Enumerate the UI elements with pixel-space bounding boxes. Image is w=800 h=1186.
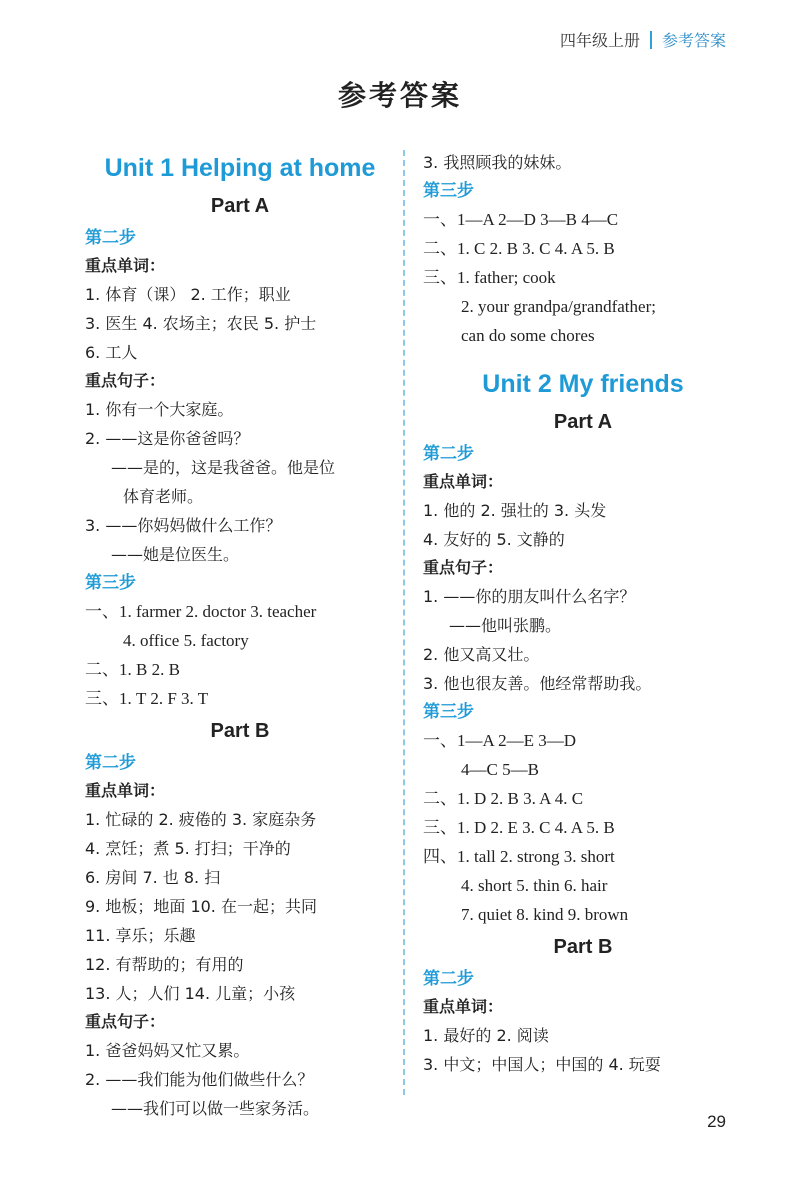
header-grade: 四年级上册 [559, 31, 640, 50]
answer-line: 二、1. D 2. B 3. A 4. C [423, 789, 584, 808]
answer-line: 3. 我照顾我的妹妹。 [423, 153, 572, 172]
answer-line: 1. 忙碌的 2. 疲倦的 3. 家庭杂务 [85, 810, 317, 829]
answer-line: ——她是位医生。 [111, 545, 240, 564]
key-words-label: 重点单词： [423, 472, 504, 491]
right-column [423, 148, 743, 1079]
answer-line: 1. ——你的朋友叫什么名字？ [423, 587, 636, 606]
step-2-label: 第二步 [85, 753, 136, 773]
unit-1-title: Unit 1 Helping at home [104, 154, 376, 182]
answer-line: 6. 工人 [85, 343, 138, 362]
column-divider [403, 150, 405, 1095]
answer-line: 4. short 5. thin 6. hair [461, 876, 608, 895]
spacer [423, 350, 743, 364]
step-2-label: 第二步 [423, 969, 474, 989]
answer-line: 7. quiet 8. kind 9. brown [461, 905, 629, 924]
answer-line: 2. ——这是你爸爸吗？ [85, 429, 250, 448]
unit-1-part-b-title: Part B [210, 720, 270, 742]
answer-line: ——我们可以做一些家务活。 [111, 1099, 320, 1118]
answer-line: 11. 享乐；乐趣 [85, 926, 196, 945]
key-sentences-label: 重点句子： [85, 1012, 166, 1031]
answer-line: ——他叫张鹏。 [449, 616, 562, 635]
answer-line: 2. your grandpa/grandfather; [461, 297, 656, 316]
answer-line: 6. 房间 7. 也 8. 扫 [85, 868, 221, 887]
unit-2-title: Unit 2 My friends [482, 370, 684, 398]
page-number: 29 [707, 1112, 726, 1131]
answer-line: 三、1. D 2. E 3. C 4. A 5. B [423, 818, 615, 837]
answer-line: 13. 人；人们 14. 儿童；小孩 [85, 984, 296, 1003]
answer-line: 12. 有帮助的；有用的 [85, 955, 244, 974]
answer-line: 4. 友好的 5. 文静的 [423, 530, 565, 549]
unit-1-part-a-title: Part A [210, 195, 270, 217]
answer-line: 3. ——你妈妈做什么工作？ [85, 516, 282, 535]
answer-line: 3. 中文；中国人；中国的 4. 玩耍 [423, 1055, 661, 1074]
step-2-label: 第二步 [85, 228, 136, 248]
answer-line: 1. 最好的 2. 阅读 [423, 1026, 549, 1045]
answer-line: 2. 他又高又壮。 [423, 645, 540, 664]
answer-line: ——是的，这是我爸爸。他是位 [111, 458, 336, 477]
key-sentences-label: 重点句子： [85, 371, 166, 390]
answer-line: 9. 地板；地面 10. 在一起；共同 [85, 897, 317, 916]
answer-line: 一、1. farmer 2. doctor 3. teacher [85, 602, 317, 621]
answer-line: 1. 爸爸妈妈又忙又累。 [85, 1041, 250, 1060]
answer-line: 二、1. C 2. B 3. C 4. A 5. B [423, 239, 615, 258]
answer-line: 4. office 5. factory [123, 631, 249, 650]
answer-line: 4. 烹饪；煮 5. 打扫；干净的 [85, 839, 291, 858]
unit-2-part-a-title: Part A [553, 411, 613, 433]
step-3-label: 第三步 [423, 181, 474, 201]
answer-line: 1. 他的 2. 强壮的 3. 头发 [423, 501, 607, 520]
step-3-label: 第三步 [85, 573, 136, 593]
answer-line: 三、1. father; cook [423, 268, 556, 287]
answer-line: 二、1. B 2. B [85, 660, 180, 679]
header-section: 参考答案 [661, 31, 726, 50]
answer-line: 3. 他也很友善。他经常帮助我。 [423, 674, 652, 693]
unit-2-part-b-title: Part B [553, 936, 613, 958]
answer-line: 2. ——我们能为他们做些什么？ [85, 1070, 314, 1089]
answer-line: 1. 你有一个大家庭。 [85, 400, 234, 419]
answer-line: can do some chores [461, 326, 595, 345]
step-2-label: 第二步 [423, 444, 474, 464]
left-column [85, 148, 395, 1123]
page-title: 参考答案 [337, 79, 462, 112]
page-header [560, 28, 726, 51]
answer-line: 一、1—A 2—E 3—D [423, 731, 576, 750]
answer-line: 4—C 5—B [461, 760, 539, 779]
answer-line: 三、1. T 2. F 3. T [85, 689, 209, 708]
answer-line: 四、1. tall 2. strong 3. short [423, 847, 615, 866]
key-words-label: 重点单词： [85, 781, 166, 800]
answer-line: 一、1—A 2—D 3—B 4—C [423, 210, 619, 229]
answer-line: 1. 体育（课） 2. 工作；职业 [85, 285, 291, 304]
answer-line: 3. 医生 4. 农场主；农民 5. 护士 [85, 314, 317, 333]
key-words-label: 重点单词： [423, 997, 504, 1016]
answer-line: 体育老师。 [123, 487, 204, 506]
key-words-label: 重点单词： [85, 256, 166, 275]
step-3-label: 第三步 [423, 702, 474, 722]
header-separator [650, 31, 652, 49]
key-sentences-label: 重点句子： [423, 558, 504, 577]
